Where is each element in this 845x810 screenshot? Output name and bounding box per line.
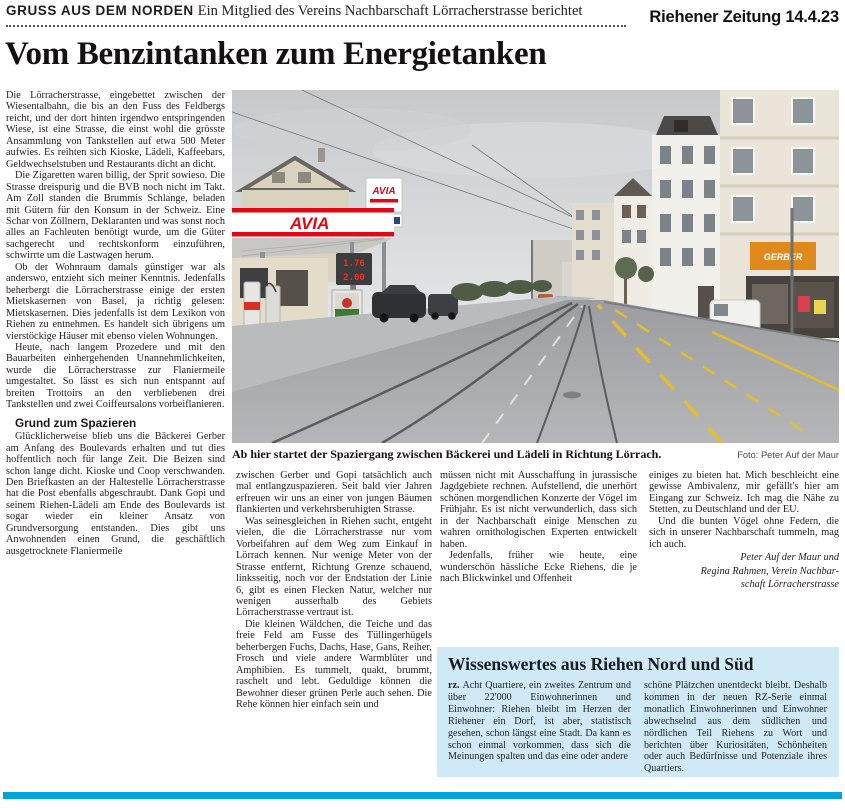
article-headline: Vom Benzintanken zum Energietanken xyxy=(5,36,547,72)
photo-caption: Ab hier startet der Spaziergang zwischen Bäckerei und Lädeli in Richtung Lörrach. xyxy=(232,447,662,461)
infobox-text-2: schöne Plätzchen unentdeckt bleibt. Deshalb kommen in der neuen RZ-Serie einmal monatlich Einwohnerinnen und Einwohner abwechselnd aus dem südlichen und nördlichen Teil Riehens zu Wort und berichten über Kuriositäten, Schönheiten oder auch Bedürfnisse und Potenziale ihres Quartiers. xyxy=(644,680,827,775)
paragraph: Heute, nach langem Prozedere und mit den Bauarbeiten einhergehenden Unannehmlichkeiten, wurde die Lörracherstrasse zur Flaniermeile umgestaltet. So lässt es sich nun entspannt auf breiten Trottoirs an den verbliebenen drei Tankstellen und zwei Coiffeursalons vorbeiflanieren. xyxy=(6,341,225,411)
article-column-3 xyxy=(440,470,637,585)
kicker-bar xyxy=(6,2,626,27)
paragraph: zwischen Gerber und Gopi tatsächlich auch mal entlangzuspazieren. Seit bald vier Jahren erfreuen wir uns an einer von jungen Bäumen flankierten und verkehrsberuhigten Strasse. xyxy=(236,470,432,516)
photo-caption-row xyxy=(232,447,839,462)
paragraph: Und die bunten Vögel ohne Federn, die sich in unserer Nachbarschaft tummeln, mag ich auch. xyxy=(649,515,839,550)
paragraph: Glücklicherweise blieb uns die Bäckerei Gerber am Anfang des Boulevards erhalten und tut dies hoffentlich noch für lange Zeit. Die Beizen sind schon lange dicht. Kioske und Coop verschwanden. Den Briefkasten an der Haltestelle Lörracherstrasse hat die Post ebenfalls abgeschraubt. Dank Gopi und seinem Riehen-Lädeli am Ende des Boulevards ist sogar wieder ein kleiner Ansatz von Grundversorgung entstanden. Dies gibt uns Anwohnenden einen Grund, die geschäftlich ausgetrocknete Flaniermeile xyxy=(6,431,225,557)
paragraph: müssen nicht mit Ausschaffung in jurassische Jagdgebiete rechnen. Aufstellend, die unerhört schönen morgendlichen Konzerte der Vögel im Frühjahr. Es ist nicht verwunderlich, dass sich in der Nachbarschaft einige Menschen zu wahren ornithologischen Experten entwickelt haben. xyxy=(440,470,637,550)
avia-pylon-label: AVIA xyxy=(372,186,396,197)
infobox-author-abbr: rz. xyxy=(448,680,460,691)
paragraph: Die kleinen Wäldchen, die Teiche und das freie Feld am Fusse des Tüllingerhügels beherbergen Fuchs, Dachs, Hase, Gans, Reiher, Frosch und viele andere Warmblüter und Amphibien. Es tummelt, quakt, brummt, raschelt und lebt. Geduldige können die Bewohner dieser grünen Perle auch sehen. Die Rehe können hier einfach sein und xyxy=(236,618,432,711)
infobox-text-1: Acht Quartiere, ein zweites Zentrum und über 22'000 Einwohnerinnen und Einwohner: Riehen bleibt im Herzen der Riehener ein Dorf, ist aber, statistisch gesehen, schon längst eine Stadt. Da kann es schon einmal vorkommen, dass sich die Meinungen spalten und das eine oder andere xyxy=(448,680,631,763)
paragraph: Jedenfalls, früher wie heute, eine wunderschön hässliche Ecke Riehens, die je nach Blickwinkel und Offenheit xyxy=(440,550,637,585)
author-signature-line: schaft Lörracherstrasse xyxy=(740,579,839,591)
article-column-1 xyxy=(6,90,225,778)
kicker-label: GRUSS AUS DEM NORDEN xyxy=(6,3,194,18)
article-column-2 xyxy=(236,470,432,778)
street-photo xyxy=(232,90,839,443)
paragraph: einiges zu bieten hat. Mich beschleicht eine gewisse Ambivalenz, mir gefällt's hier am Eingang zur Schweiz. Ich mag die Nähe zu Stetten, zu Deutschland und der EU. xyxy=(649,470,839,516)
avia-canopy-label: AVIA xyxy=(290,214,330,233)
author-signature-line: Regina Rahmen, Verein Nachbar- xyxy=(700,565,839,577)
paragraph: Ob der Wohnraum damals günstiger war als anderswo, entzieht sich meiner Kenntnis. Jedenfalls beherbergt die Lörracherstrasse einige der ersten Mietskasernen von Basel, ja richtig gelesen: Mietskasernen. Dies jedenfalls ist dem Lexikon von Riehen zu entnehmen. Es handelt sich übrigens um vierstöckige Häuser mit ebenso vielen Wohnungen. xyxy=(6,261,225,342)
price-top: 1.76 xyxy=(343,259,365,269)
bottom-rule xyxy=(3,792,842,799)
bakery-sign-label: GERBER xyxy=(763,252,803,262)
paragraph: Was seinesgleichen in Riehen sucht, entgeht vielen, die die Lörracherstrasse nur vom Vorbeifahren auf dem Weg zum Einkauf in Lörrach kennen. Nur wenige Meter von der Strasse entfernt, Richtung Grenze schauend, linksseitig, noch vor der Endstation der Linie 6, gibt es einen Flecken Natur, welcher nur wenigen ausserhalb des Gebiets Lörracherstrasse vertraut ist. xyxy=(236,515,432,619)
infobox-columns xyxy=(448,680,828,775)
masthead-title: Riehener Zeitung 14.4.23 xyxy=(649,8,839,26)
infobox xyxy=(437,647,839,777)
kicker-subtitle: Ein Mitglied des Vereins Nachbarschaft Lörracherstrasse berichtet xyxy=(197,3,583,19)
photo-credit: Foto: Peter Auf der Maur xyxy=(737,450,839,460)
manhole xyxy=(563,392,581,399)
infobox-title: Wissenswertes aus Riehen Nord und Süd xyxy=(448,654,754,674)
article-column-4 xyxy=(649,470,839,591)
paragraph: Die Zigaretten waren billig, der Sprit sowieso. Die Strasse dreispurig und die BVB noch nicht im Takt. Am Zoll standen die Brummis Schlange, beladen mit Gütern für den Konsum in der Schweiz. Eine Schar von Zöllnern, Deklaranten und was sonst noch alles an Fachleuten benötigt wurde, um die Güter sachgerecht und rechtskonform einzuführen, schwirrte um die Lastwagen herum. xyxy=(6,170,225,262)
paragraph: Die Lörracherstrasse, eingebettet zwischen der Wiesentalbahn, die bis an den Fuss des Feldbergs reicht, und der dort hinten irgendwo entspringenden Wiese, ist eine Strasse, die einst wohl die grösste Ansammlung von Tankstellen auf etwa 500 Meter aufwies. Es reihten sich Kioske, Lädeli, Kaffeebars, Geldwechselstuben und Restaurants dicht an dicht. xyxy=(6,90,225,170)
street-photo-illustration xyxy=(232,90,839,443)
section-subhead: Grund zum Spazieren xyxy=(15,415,137,430)
author-signature-line: Peter Auf der Maur und xyxy=(740,552,839,564)
infobox-column-1 xyxy=(448,680,631,775)
infobox-column-2 xyxy=(644,680,827,775)
price-bottom: 2.00 xyxy=(343,273,365,283)
